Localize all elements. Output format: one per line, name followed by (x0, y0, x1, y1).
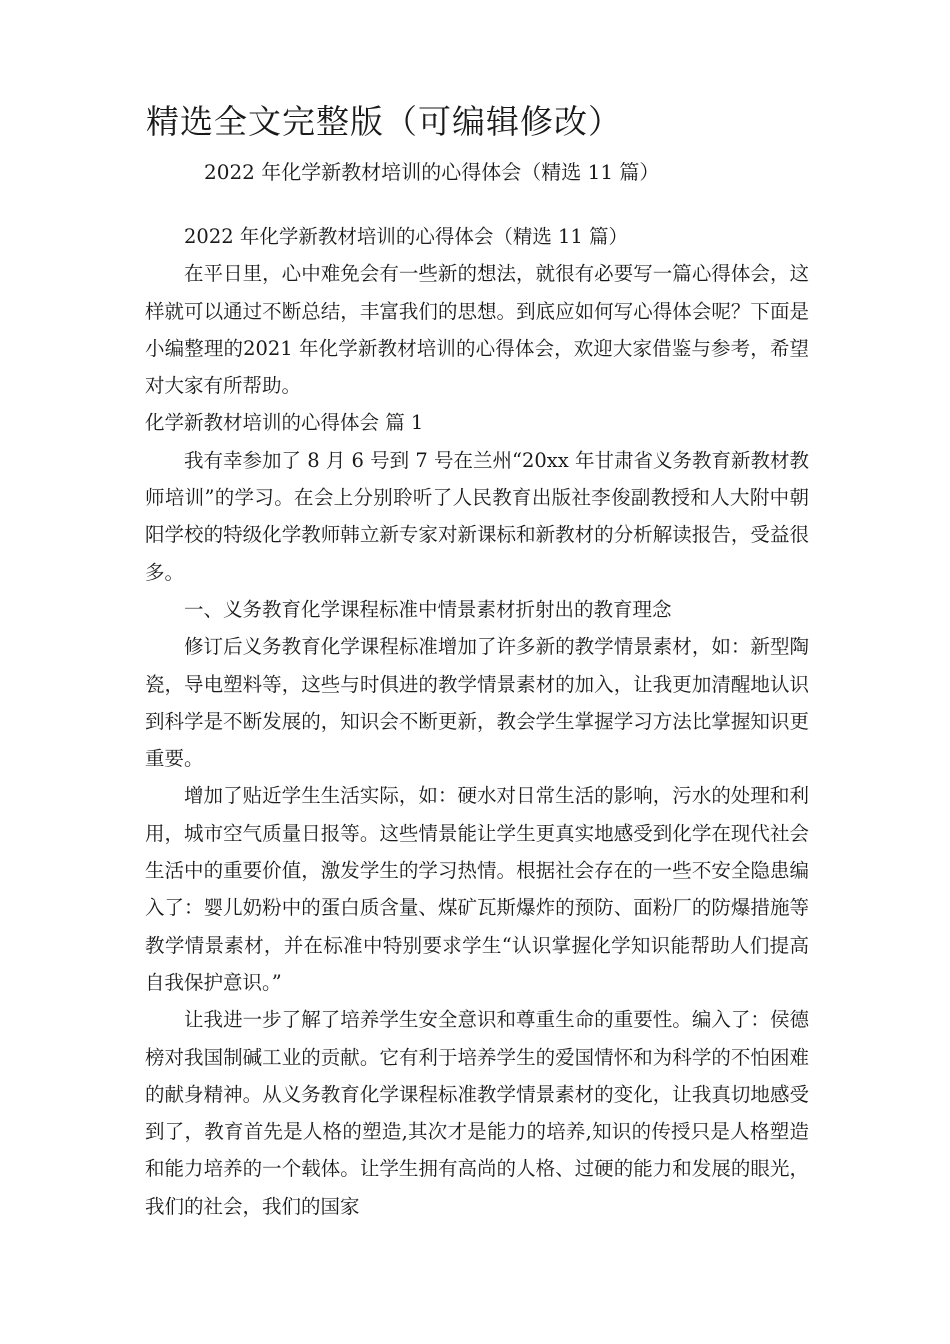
editable-version-banner: 精选全文完整版（可编辑修改） (146, 102, 622, 141)
document-subtitle: 2022 年化学新教材培训的心得体会（精选 11 篇） (184, 225, 629, 248)
body-paragraph: 增加了贴近学生生活实际，如：硬水对日常生活的影响，污水的处理和利用，城市空气质量日报等。这些情景能让学生更真实地感受到化学在现代社会生活中的重要价值，激发学生的学习热情。根据社会存在的一些不安全隐患编入了：婴儿奶粉中的蛋白质含量、煤矿瓦斯爆炸的预防、面粉厂的防爆措施等教学情景素材，并在标准中特别要求学生“认识掌握化学知识能帮助人们提高自我保护意识。” (145, 784, 809, 994)
document-body (145, 218, 809, 1225)
body-paragraph: 修订后义务教育化学课程标准增加了许多新的教学情景素材，如：新型陶瓷，导电塑料等，这些与时俱进的教学情景素材的加入，让我更加清醒地认识到科学是不断发展的，知识会不断更新，教会学生掌握学习方法比掌握知识更重要。 (145, 635, 809, 771)
body-paragraph: 让我进一步了解了培养学生安全意识和尊重生命的重要性。编入了：侯德榜对我国制碱工业的贡献。它有利于培养学生的爱国情怀和为科学的不怕困难的献身精神。从义务教育化学课程标准教学情景素材的变化，让我真切地感受到了，教育首先是人格的塑造,其次才是能力的培养,知识的传授只是人格塑造和能力培养的一个载体。让学生拥有高尚的人格、过硬的能力和发展的眼光，我们的社会，我们的国家 (145, 1008, 809, 1218)
document-title: 2022 年化学新教材培训的心得体会（精选 11 篇） (204, 160, 660, 184)
section-heading: 化学新教材培训的心得体会 篇 1 (145, 411, 424, 435)
point-heading: 一、义务教育化学课程标准中情景素材折射出的教育理念 (184, 597, 672, 621)
body-paragraph: 我有幸参加了 8 月 6 号到 7 号在兰州“20xx 年甘肃省义务教育新教材教师培训”的学习。在会上分别聆听了人民教育出版社李俊副教授和人大附中朝阳学校的特级化学教师韩立新专家对新课标和新教材的分析解读报告，受益很多。 (145, 448, 809, 584)
intro-paragraph: 在平日里，心中难免会有一些新的想法，就很有必要写一篇心得体会，这样就可以通过不断总结，丰富我们的思想。到底应如何写心得体会呢？下面是小编整理的2021 年化学新教材培训的心得体会，欢迎大家借鉴与参考，希望对大家有所帮助。 (145, 262, 809, 398)
